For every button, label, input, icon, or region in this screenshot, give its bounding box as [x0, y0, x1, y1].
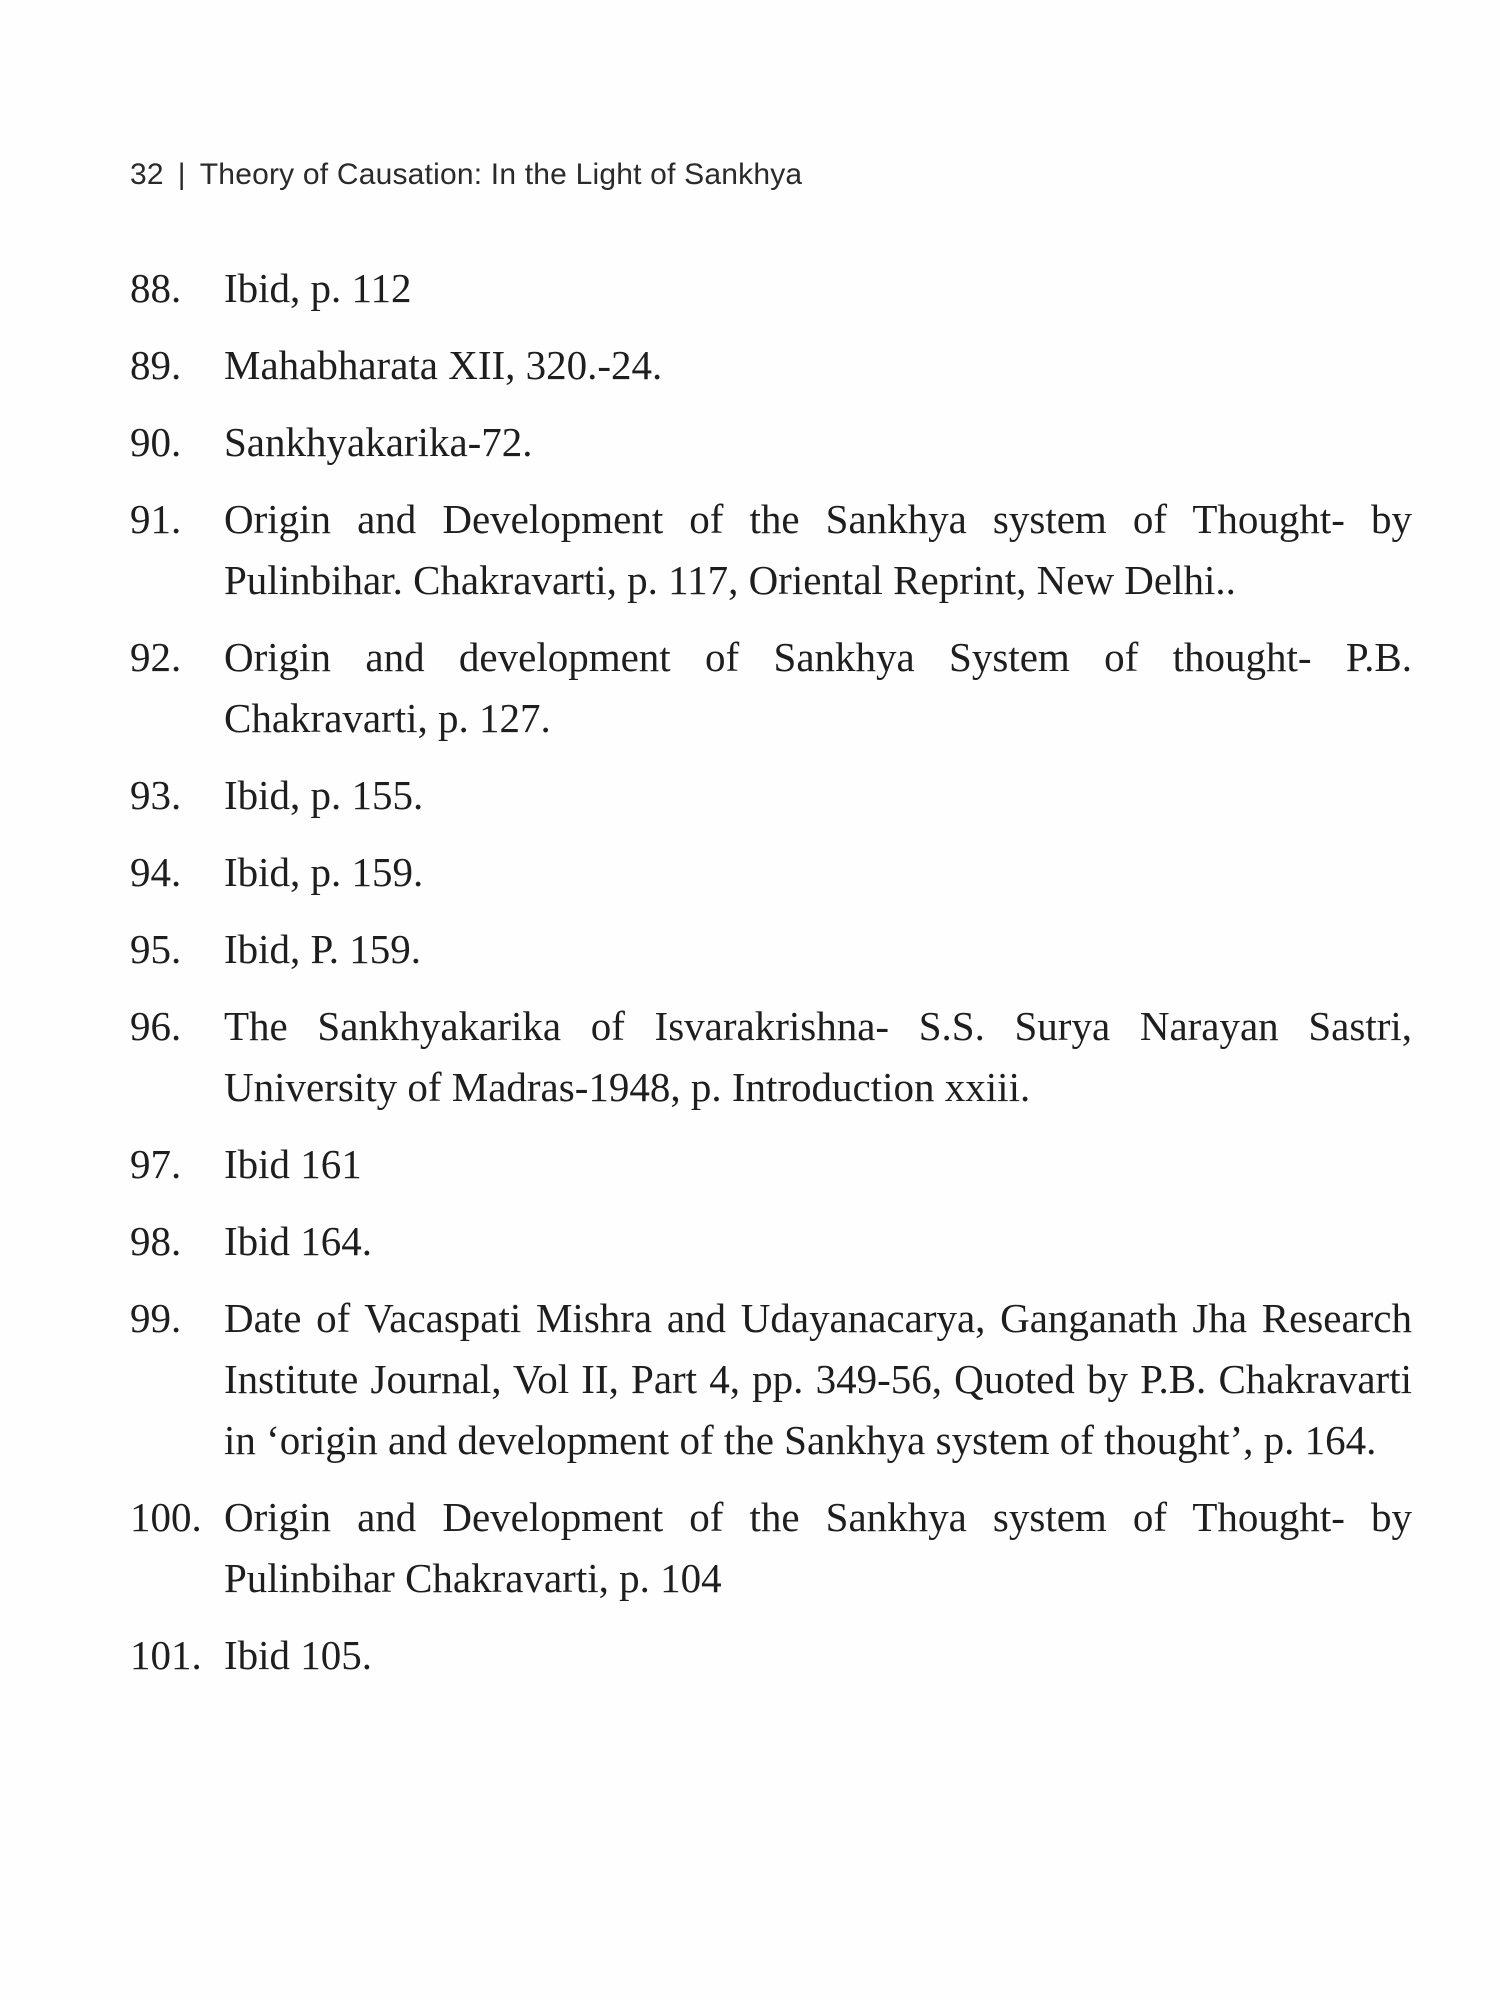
endnote-text: Mahabharata XII, 320.-24. — [224, 342, 663, 388]
endnote-number: 101. — [130, 1632, 202, 1678]
endnote-number: 99. — [130, 1295, 182, 1341]
endnote-98 — [130, 1211, 1412, 1272]
endnote-text: Ibid, p. 159. — [224, 849, 424, 895]
endnote-101 — [130, 1625, 1412, 1686]
endnote-number: 96. — [130, 1003, 182, 1049]
endnote-number: 94. — [130, 849, 182, 895]
endnote-100 — [130, 1487, 1412, 1609]
endnote-95 — [130, 919, 1412, 980]
endnote-text: Ibid 164. — [224, 1218, 373, 1264]
endnote-text: Origin and Development of the Sankhya system of Thought- by Pulinbihar Chakravarti, p. 104 — [224, 1494, 1412, 1601]
endnote-text: Origin and development of Sankhya System of thought- P.B. Chakravarti, p. 127. — [224, 634, 1412, 741]
endnotes-list — [130, 258, 1412, 1702]
endnote-text: Ibid, p. 112 — [224, 265, 412, 311]
endnote-92 — [130, 627, 1412, 749]
endnote-94 — [130, 842, 1412, 903]
endnote-text: The Sankhyakarika of Isvarakrishna- S.S. Surya Narayan Sastri, University of Madras-1948, p. Introduction xxiii. — [224, 1003, 1412, 1110]
endnote-88 — [130, 258, 1412, 319]
endnote-number: 91. — [130, 496, 182, 542]
header-separator: | — [177, 158, 186, 191]
endnote-text: Ibid 105. — [224, 1632, 373, 1678]
endnote-96 — [130, 996, 1412, 1118]
endnote-text: Ibid 161 — [224, 1141, 362, 1187]
endnote-number: 100. — [130, 1494, 202, 1540]
endnote-89 — [130, 335, 1412, 396]
endnote-97 — [130, 1134, 1412, 1195]
running-title: Theory of Causation: In the Light of Sankhya — [199, 158, 803, 191]
endnote-text: Ibid, p. 155. — [224, 772, 424, 818]
endnote-91 — [130, 489, 1412, 611]
running-header — [130, 158, 802, 192]
endnote-number: 98. — [130, 1218, 182, 1264]
endnote-99 — [130, 1288, 1412, 1471]
endnote-text: Ibid, P. 159. — [224, 926, 422, 972]
endnote-number: 89. — [130, 342, 182, 388]
endnote-number: 90. — [130, 419, 182, 465]
endnote-90 — [130, 412, 1412, 473]
page-number: 32 — [130, 158, 164, 191]
endnote-number: 88. — [130, 265, 182, 311]
endnote-text: Date of Vacaspati Mishra and Udayanacarya, Ganganath Jha Research Institute Journal, Vol II, Part 4, pp. 349-56, Quoted by P.B. Chakravarti in ‘origin and development of the Sankhya system of thought’, p. 164. — [224, 1295, 1412, 1463]
endnote-text: Origin and Development of the Sankhya system of Thought- by Pulinbihar. Chakravarti, p. 117, Oriental Reprint, New Delhi.. — [224, 496, 1412, 603]
endnote-number: 93. — [130, 772, 182, 818]
endnote-text: Sankhyakarika-72. — [224, 419, 533, 465]
endnote-number: 97. — [130, 1141, 182, 1187]
endnote-93 — [130, 765, 1412, 826]
endnote-number: 92. — [130, 634, 182, 680]
endnote-number: 95. — [130, 926, 182, 972]
